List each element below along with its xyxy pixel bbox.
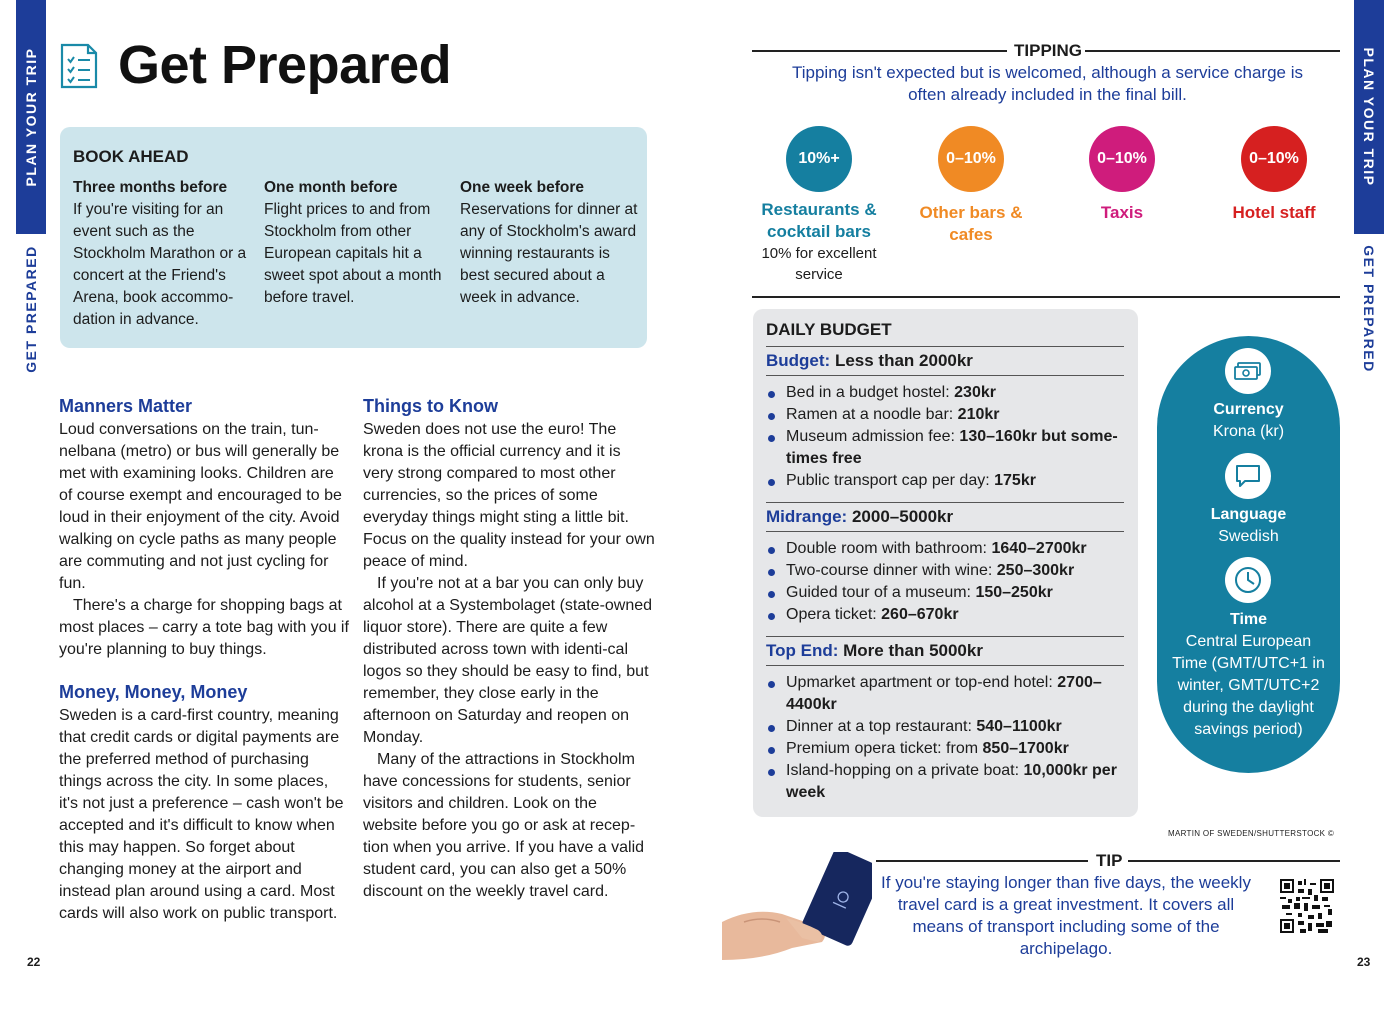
photo-credit: MARTIN OF SWEDEN/SHUTTERSTOCK © bbox=[1168, 829, 1335, 838]
tipping-heading-rule bbox=[752, 41, 1340, 61]
manners-paragraph: Loud conversations on the train, tun-nelbana (metro) or bus will generally be met with examining looks. Children are of course exempt and encouraged to be loud in their enjoyment of the city. Avoid walking on cycle paths as many people are commuting and not just cycling for fun. bbox=[59, 421, 342, 592]
left-text-column bbox=[59, 395, 349, 925]
budget-item: Double room with bathroom: 1640–2700kr bbox=[766, 538, 1124, 560]
tip-text: If you're staying longer than five days, the weekly travel card is a great investment. It covers all means of transport including some of the archipelago. bbox=[881, 873, 1251, 958]
money-heading: Money, Money, Money bbox=[59, 682, 248, 702]
book-ahead-column bbox=[264, 177, 450, 309]
tip-percent-badge: 10%+ bbox=[786, 126, 852, 192]
page-number-left: 22 bbox=[27, 955, 41, 969]
budget-item: Ramen at a noodle bar: 210kr bbox=[766, 404, 1124, 426]
money-paragraph: Sweden is a card-first country, meaning that credit cards or digital payments are the preferred method of purchasing things across the city. In some places, it's not just a preference – cash won't be accepted and it's difficult to know when this may happen. So forget about changing money at the airport and instead plan around using a card. Most cards will also work on public transport. bbox=[59, 707, 344, 922]
book-ahead-box bbox=[60, 127, 647, 348]
budget-item: Two-course dinner with wine: 250–300kr bbox=[766, 560, 1124, 582]
speech-bubble-icon bbox=[1225, 453, 1271, 499]
tip-percent-badge: 0–10% bbox=[938, 126, 1004, 192]
banknote-icon bbox=[1225, 348, 1271, 394]
budget-range: More than 5000kr bbox=[843, 641, 983, 660]
tip-percent-badge: 0–10% bbox=[1089, 126, 1155, 192]
budget-item: Dinner at a top restaurant: 540–1100kr bbox=[766, 716, 1124, 738]
qr-code[interactable] bbox=[1280, 879, 1334, 933]
page-number-right: 23 bbox=[1357, 955, 1371, 969]
book-ahead-column bbox=[460, 177, 640, 309]
budget-section-budget bbox=[766, 346, 1124, 492]
book-ahead-column-text: If you're visiting for an event such as the Stockholm Marathon or a concert at the Friend's Arena, book accommo-dation in advance. bbox=[73, 201, 247, 328]
budget-range: Less than 2000kr bbox=[834, 351, 973, 370]
budget-item: Bed in a budget hostel: 230kr bbox=[766, 382, 1124, 404]
budget-item: Museum admission fee: 130–160kr but some-times free bbox=[766, 426, 1124, 470]
currency-info: Currency Krona (kr) bbox=[1212, 401, 1285, 440]
tip-hotel-staff bbox=[1209, 126, 1339, 224]
budget-category: Midrange: bbox=[766, 507, 848, 526]
budget-range: 2000–5000kr bbox=[851, 507, 954, 526]
budget-item: Guided tour of a museum: 150–250kr bbox=[766, 582, 1124, 604]
budget-category: Top End: bbox=[766, 641, 839, 660]
budget-section-midrange bbox=[766, 502, 1124, 626]
travel-card-photo bbox=[722, 852, 872, 962]
book-ahead-column bbox=[73, 177, 253, 331]
things-paragraph: Many of the attractions in Stockholm have concessions for students, senior visitors and children. Look on the website before you go or ask at recep-tion when you arrive. If you have a valid student card, you can also get a 50% discount on the weekly travel card. bbox=[363, 751, 645, 900]
tipping-text: Tipping isn't expected but is welcomed, although a service charge is often already included in the final bill. bbox=[791, 63, 1303, 104]
book-ahead-column-heading: One month before bbox=[264, 179, 398, 196]
info-capsule bbox=[1157, 336, 1340, 773]
daily-budget-heading: DAILY BUDGET bbox=[766, 320, 892, 339]
tip-other-bars bbox=[906, 126, 1036, 246]
page-title: Get Prepared bbox=[118, 35, 452, 95]
budget-category: Budget: bbox=[766, 351, 831, 370]
budget-item: Opera ticket: 260–670kr bbox=[766, 604, 1124, 626]
get-prepared-tab-right[interactable]: GET PREPARED bbox=[1361, 245, 1377, 373]
book-ahead-heading: BOOK AHEAD bbox=[73, 147, 189, 166]
plan-your-trip-tab-right[interactable]: PLAN YOUR TRIP bbox=[1354, 0, 1384, 234]
tip-heading-rule bbox=[876, 851, 1340, 871]
tip-restaurants bbox=[754, 126, 884, 285]
book-ahead-column-text: Flight prices to and from Stockholm from other European capitals hit a sweet spot about a month before travel. bbox=[264, 201, 442, 306]
language-info: Language Swedish bbox=[1210, 506, 1287, 545]
manners-paragraph: There's a charge for shopping bags at most places – carry a tote bag with you if you're planning to buy things. bbox=[59, 597, 349, 658]
time-info: Time Central European Time (GMT/UTC+1 in winter, GMT/UTC+2 during the daylight savings period) bbox=[1172, 611, 1325, 738]
tip-sublabel: 10% for excellent service bbox=[761, 245, 877, 283]
tip-taxis bbox=[1057, 126, 1187, 224]
tip-label: Hotel staff bbox=[1232, 203, 1316, 222]
budget-item: Island-hopping on a private boat: 10,000kr per week bbox=[766, 760, 1124, 804]
budget-item: Public transport cap per day: 175kr bbox=[766, 470, 1124, 492]
tipping-heading: TIPPING bbox=[1014, 41, 1083, 60]
tip-label: Other bars & cafes bbox=[919, 203, 1023, 244]
book-ahead-column-text: Reservations for dinner at any of Stockholm's award winning restaurants is best secured about a week in advance. bbox=[460, 201, 638, 306]
middle-text-column bbox=[363, 395, 655, 903]
book-ahead-column-heading: Three months before bbox=[73, 179, 228, 196]
things-paragraph: If you're not at a bar you can only buy alcohol at a Systembolaget (state-owned liquor store). There are quite a few distributed across town with identi-cal logos so they should be easy to find, but remember, they close early in the afternoon on Saturday and reopen on Monday. bbox=[363, 575, 653, 746]
manners-heading: Manners Matter bbox=[59, 396, 193, 416]
things-paragraph: Sweden does not use the euro! The krona is the official currency and it is very strong compared to most other currencies, so the prices of some everyday things might sting a little bit. Focus on the quality instead for your own peace of mind. bbox=[363, 421, 655, 570]
things-heading: Things to Know bbox=[363, 396, 498, 416]
checklist-icon bbox=[60, 43, 98, 89]
tip-label: Restaurants & cocktail bars bbox=[761, 200, 877, 241]
clock-icon bbox=[1225, 557, 1271, 603]
plan-your-trip-tab[interactable]: PLAN YOUR TRIP bbox=[16, 0, 46, 234]
tip-heading: TIP bbox=[1096, 851, 1123, 870]
book-ahead-column-heading: One week before bbox=[460, 179, 585, 196]
tip-percent-badge: 0–10% bbox=[1241, 126, 1307, 192]
get-prepared-tab[interactable]: GET PREPARED bbox=[23, 245, 39, 373]
divider bbox=[752, 296, 1340, 298]
budget-item: Upmarket apartment or top-end hotel: 2700–4400kr bbox=[766, 672, 1124, 716]
daily-budget-box bbox=[753, 309, 1138, 817]
budget-item: Premium opera ticket: from 850–1700kr bbox=[766, 738, 1124, 760]
tip-label: Taxis bbox=[1100, 203, 1144, 222]
budget-section-top-end bbox=[766, 636, 1124, 804]
